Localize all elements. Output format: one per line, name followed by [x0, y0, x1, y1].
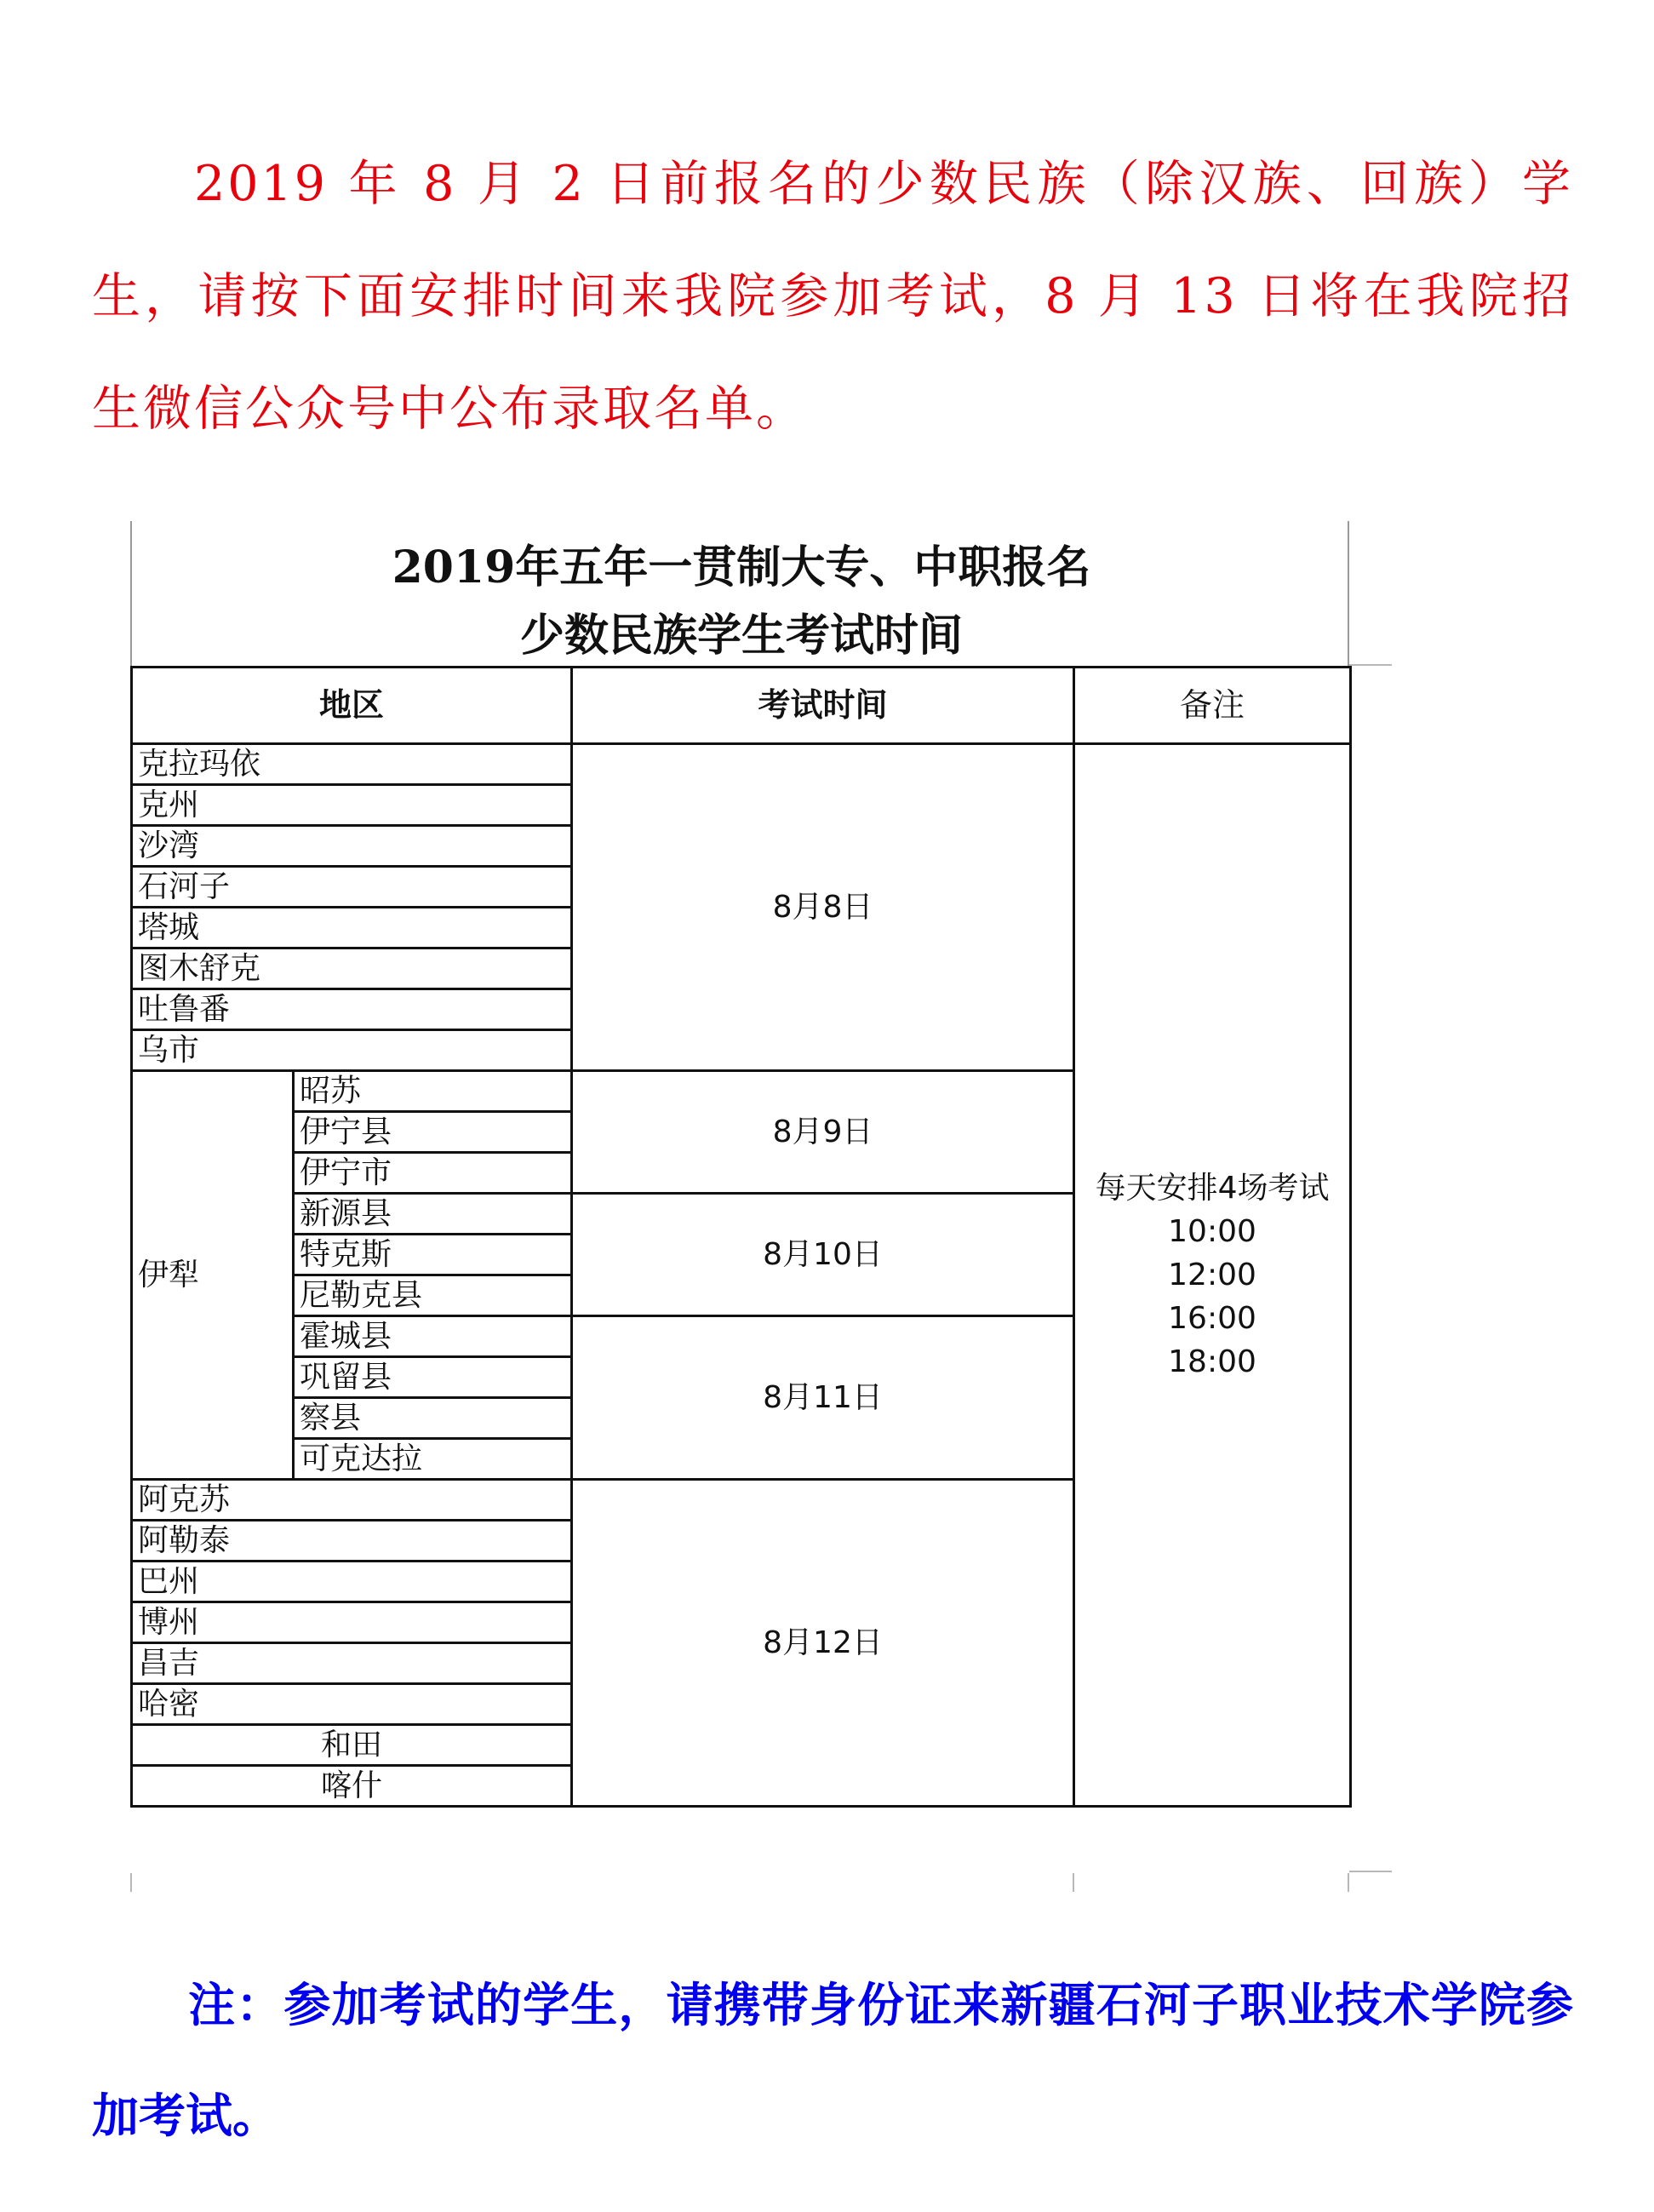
region-cell: 巴州: [132, 1562, 572, 1602]
footnote-paragraph: [92, 1950, 1573, 2171]
subregion-cell: 霍城县: [294, 1316, 572, 1357]
footnote-text: 注：参加考试的学生，请携带身份证来新疆石河子职业技术学院参加考试。: [92, 1978, 1573, 2143]
table-header-row: [132, 668, 1351, 744]
date-cell: 8月10日: [572, 1194, 1074, 1316]
remark-cell: [1074, 744, 1351, 1807]
grid-guide: [1073, 1873, 1074, 1892]
date-cell: 8月9日: [572, 1071, 1074, 1194]
sheet-title-box: [130, 521, 1349, 666]
remark-time: 12:00: [1168, 1258, 1256, 1292]
subregion-cell: 伊宁县: [294, 1112, 572, 1153]
sheet-title-line2: 少数民族学生考试时间: [519, 610, 963, 662]
sheet-title-line1: 2019年五年一贯制大专、中职报名: [392, 542, 1091, 593]
date-cell: 8月12日: [572, 1480, 1074, 1807]
subregion-cell: 可克达拉: [294, 1439, 572, 1480]
remark-time: 18:00: [1168, 1344, 1256, 1379]
date-cell: 8月11日: [572, 1316, 1074, 1480]
region-cell: 昌吉: [132, 1643, 572, 1684]
subregion-cell: 巩留县: [294, 1357, 572, 1398]
grid-guide: [1349, 664, 1392, 666]
table-row: [132, 744, 1351, 785]
region-cell: 吐鲁番: [132, 989, 572, 1030]
region-cell: 克州: [132, 785, 572, 826]
subregion-cell: 特克斯: [294, 1235, 572, 1275]
region-cell: 阿勒泰: [132, 1521, 572, 1562]
region-cell: 沙湾: [132, 826, 572, 867]
subregion-cell: 察县: [294, 1398, 572, 1439]
remark-line: 每天安排4场考试: [1095, 1171, 1330, 1206]
header-remark: 备注: [1074, 668, 1351, 744]
notice-paragraph: [92, 128, 1573, 465]
region-cell: 喀什: [132, 1766, 572, 1807]
grid-guide: [1348, 1873, 1349, 1892]
grid-guide: [130, 1873, 132, 1892]
date-cell: 8月8日: [572, 744, 1074, 1071]
remark-time: 10:00: [1168, 1214, 1256, 1249]
subregion-cell: 伊宁市: [294, 1153, 572, 1194]
region-cell: 石河子: [132, 867, 572, 908]
region-group-yili: 伊犁: [132, 1071, 294, 1480]
region-cell: 阿克苏: [132, 1480, 572, 1521]
region-cell: 和田: [132, 1725, 572, 1766]
remark-time: 16:00: [1168, 1301, 1256, 1336]
region-cell: 乌市: [132, 1030, 572, 1071]
region-cell: 博州: [132, 1602, 572, 1643]
subregion-cell: 尼勒克县: [294, 1275, 572, 1316]
header-exam-time: 考试时间: [572, 668, 1074, 744]
subregion-cell: 昭苏: [294, 1071, 572, 1112]
grid-guide: [1349, 1871, 1392, 1872]
region-cell: 哈密: [132, 1684, 572, 1725]
region-cell: 图木舒克: [132, 948, 572, 989]
subregion-cell: 新源县: [294, 1194, 572, 1235]
header-region: 地区: [132, 668, 572, 744]
region-cell: 塔城: [132, 908, 572, 948]
exam-schedule-table: [130, 666, 1352, 1808]
notice-text: 2019 年 8 月 2 日前报名的少数民族（除汉族、回族）学生，请按下面安排时间来我院参加考试，8 月 13 日将在我院招生微信公众号中公布录取名单。: [92, 156, 1573, 437]
region-cell: 克拉玛依: [132, 744, 572, 785]
